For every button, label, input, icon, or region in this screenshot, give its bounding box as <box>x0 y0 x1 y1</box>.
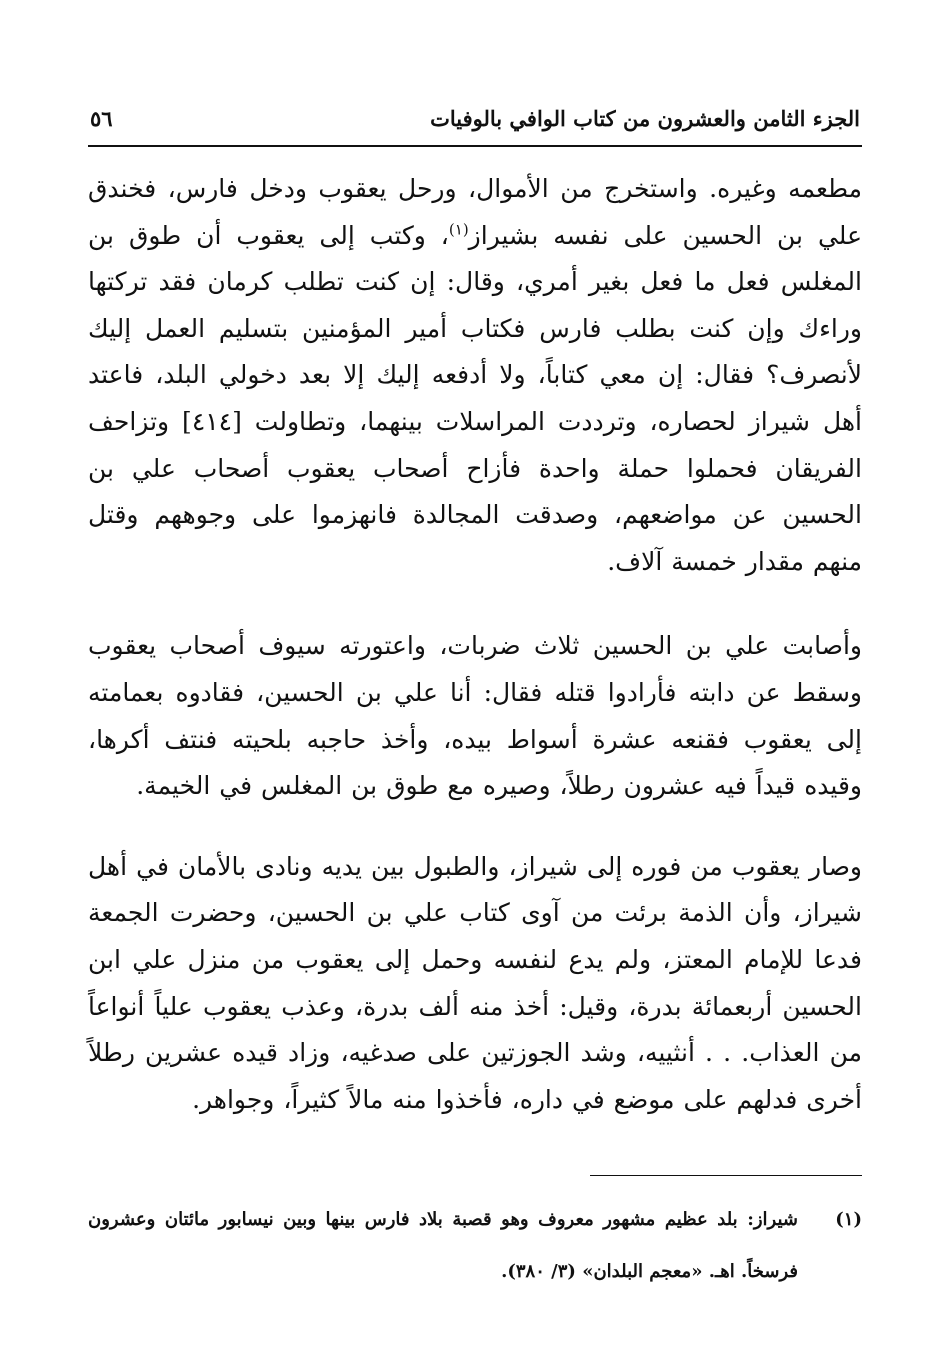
footnote <box>88 1194 862 1298</box>
footnote-text: شيراز: بلد عظيم مشهور معروف وهو قصبة بلاد فارس بينها وبين نيسابور مائتان وعشرون فرسخاً. اهـ. «معجم البلدان» (٣/ ٣٨٠). <box>88 1209 798 1282</box>
main-text <box>88 166 862 1123</box>
page-header <box>90 96 860 140</box>
paragraph-2: وأصابت علي بن الحسين ثلاث ضربات، واعتورته سيوف أصحاب يعقوب وسقط عن دابته فأرادوا قتله فقال: أنا علي بن الحسين، فقادوه بعمامته إلى يعقوب فقنعه عشرة أسواط بيده، وأخذ حاجبه بلحيته فنتف أكرها، وقيده قيداً فيه عشرون رطلاً، وصيره مع طوق بن المغلس في الخيمة. <box>88 631 862 801</box>
paragraph-gap <box>88 810 862 844</box>
paragraph-1 <box>88 166 862 585</box>
footnote-reference: (١) <box>448 220 469 239</box>
paragraph-1-text-b: ، وكتب إلى يعقوب أن طوق بن المغلس فعل ما فعل بغير أمري، وقال: إن كنت تطلب كرمان فقد تركتها وراءك وإن كنت بطلب فارس فكتاب أمير المؤمنين بتسليم العمل إليك لأنصرف؟ فقال: إن معي كتاباً، ولا أدفعه إليك إلا بعد دخولي البلد، فاعتد أهل شيراز لحصاره، وترددت المراسلات بينهما، وتطاولت [٤١٤] وتزاحف الفريقان فحملوا حملة واحدة فأزاح أصحاب يعقوب أصحاب علي بن الحسين عن مواضعهم، وصدقت المجالدة فانهزموا على وجوههم وقتل منهم مقدار خمسة آلاف. <box>88 220 863 576</box>
paragraph-3: وصار يعقوب من فوره إلى شيراز، والطبول بين يديه ونادى بالأمان في أهل شيراز، وأن الذمة برئت من آوى كتاب علي بن الحسين، وحضرت الجمعة فدعا للإمام المعتز، ولم يدع لنفسه وحمل إلى يعقوب من منزل علي ابن الحسين أربعمائة بدرة، وقيل: أخذ منه ألف بدرة، وعذب يعقوب علياً أنواعاً من العذاب. . . أنثييه، وشد الجوزتين على صدغيه، وزاد قيده عشرين رطلاً أخرى فدلهم على موضع في داره، فأخذوا منه مالاً كثيراً، وجواهر. <box>88 851 862 1114</box>
running-title: الجزء الثامن والعشرون من كتاب الوافي بالوفيات <box>430 105 860 131</box>
paragraph-1-text-a: مطعمه وغيره. واستخرج من الأموال، ورحل يعقوب ودخل فارس، فخندق علي بن الحسين على نفسه بشيراز <box>88 174 862 250</box>
header-divider <box>88 145 862 147</box>
page-number: ٥٦ <box>90 105 113 131</box>
footnote-number: (١) <box>835 1209 862 1230</box>
paragraph-gap <box>88 585 862 623</box>
footnote-divider <box>590 1175 862 1176</box>
